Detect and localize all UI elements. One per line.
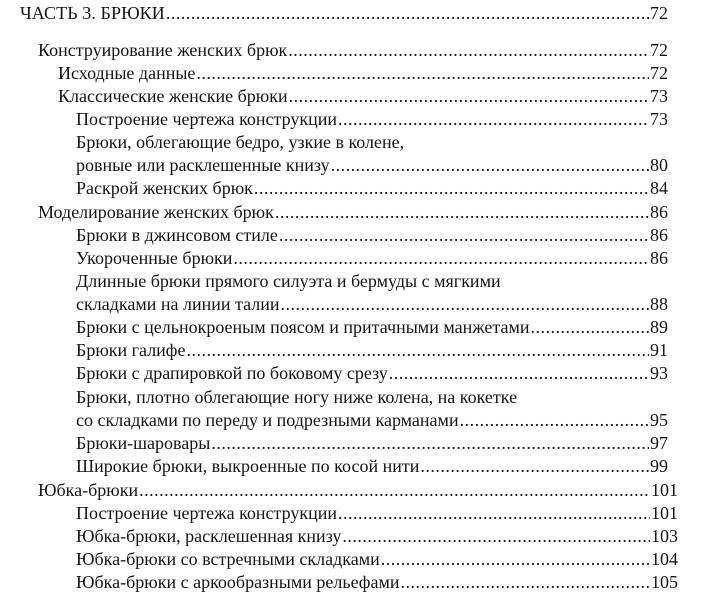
toc-part-title xyxy=(0,2,722,25)
dot-leader xyxy=(531,316,649,339)
toc-label: Юбка-брюки со встречными складками xyxy=(76,549,380,569)
toc-label: Юбка-брюки xyxy=(38,480,139,500)
toc-page-number: 86 xyxy=(650,225,668,245)
toc-entry xyxy=(0,502,722,525)
toc-page-number: 86 xyxy=(650,202,668,222)
toc-entry xyxy=(0,154,722,177)
dot-leader xyxy=(288,39,649,62)
toc-label: Конструирование женских брюк xyxy=(38,40,288,60)
toc-page-number: 72 xyxy=(650,40,668,60)
dot-leader xyxy=(280,293,649,316)
toc-page-number: 99 xyxy=(650,456,668,476)
toc-entry xyxy=(0,409,722,432)
dot-leader xyxy=(275,201,649,224)
toc-page-number: 104 xyxy=(651,549,678,569)
toc-entry xyxy=(0,455,722,478)
toc-label: Брюки с драпировкой по боковому срезу xyxy=(76,363,388,383)
toc-label: Укороченные брюки xyxy=(76,248,233,268)
toc-page-number: 93 xyxy=(650,363,668,383)
toc-label: Брюки галифе xyxy=(76,340,186,360)
dot-leader xyxy=(342,525,650,548)
toc-label: Широкие брюки, выкроенные по косой нити xyxy=(76,456,420,476)
toc-page-number: 73 xyxy=(650,86,668,106)
toc-page-number: 97 xyxy=(650,433,668,453)
toc-entry xyxy=(0,316,722,339)
dot-leader xyxy=(139,479,650,502)
dot-leader xyxy=(166,2,649,25)
dot-leader xyxy=(279,224,649,247)
dot-leader xyxy=(196,62,649,85)
dot-leader xyxy=(389,362,649,385)
toc-label: Юбка-брюки, расклешенная книзу xyxy=(76,526,342,546)
toc-page-number: 72 xyxy=(650,3,668,23)
toc-label: со складками по переду и подрезными карманами xyxy=(76,410,459,430)
toc-entry xyxy=(0,548,722,571)
toc-entry xyxy=(0,39,722,62)
toc-entry xyxy=(0,224,722,247)
toc-entry xyxy=(0,339,722,362)
toc-label: Классические женские брюки xyxy=(58,86,288,106)
dot-leader xyxy=(186,339,649,362)
toc-entry xyxy=(0,85,722,108)
toc-label: Юбка-брюки с аркообразными рельефами xyxy=(76,572,400,592)
toc-label-line1: Длинные брюки прямого силуэта и бермуды с мягкими xyxy=(76,271,501,291)
toc-entry xyxy=(0,362,722,385)
toc-label: Брюки с цельнокроеным поясом и притачными манжетами xyxy=(76,317,530,337)
dot-leader xyxy=(211,432,649,455)
toc-entry xyxy=(0,525,722,548)
toc-label: Исходные данные xyxy=(58,63,196,83)
toc-label: складками на линии талии xyxy=(76,294,280,314)
toc-page-number: 72 xyxy=(650,63,668,83)
toc-label: Раскрой женских брюк xyxy=(76,178,253,198)
toc-label: Построение чертежа конструкции xyxy=(76,503,338,523)
toc-page-number: 101 xyxy=(651,480,678,500)
toc-label-line1: Брюки, облегающие бедро, узкие в колене, xyxy=(76,132,405,152)
toc-entry-continuation xyxy=(0,386,722,409)
toc-label: ровные или расклешенные книзу xyxy=(76,155,330,175)
toc-page-number: 80 xyxy=(650,155,668,175)
toc-label: Брюки-шаровары xyxy=(76,433,211,453)
toc-entry xyxy=(0,201,722,224)
toc-page-number: 101 xyxy=(651,503,678,523)
toc-page-number: 84 xyxy=(650,178,668,198)
toc-page-number: 91 xyxy=(650,340,668,360)
toc-label: ЧАСТЬ 3. БРЮКИ xyxy=(20,3,165,23)
toc-page-number: 86 xyxy=(650,248,668,268)
dot-leader xyxy=(420,455,649,478)
dot-leader xyxy=(400,571,650,594)
dot-leader xyxy=(233,247,649,270)
dot-leader xyxy=(381,548,650,571)
toc-entry xyxy=(0,571,722,594)
dot-leader xyxy=(331,154,649,177)
toc-page-number: 88 xyxy=(650,294,668,314)
toc-entry-continuation xyxy=(0,131,722,154)
toc-page-number: 89 xyxy=(650,317,668,337)
toc-entry xyxy=(0,247,722,270)
dot-leader xyxy=(254,177,649,200)
toc-label: Моделирование женских брюк xyxy=(38,202,274,222)
toc-page-number: 95 xyxy=(650,410,668,430)
toc-label-line1: Брюки, плотно облегающие ногу ниже колена, на кокетке xyxy=(76,387,518,407)
toc-page-number: 103 xyxy=(651,526,678,546)
toc-label: Построение чертежа конструкции xyxy=(76,109,338,129)
dot-leader xyxy=(338,502,650,525)
toc-entry xyxy=(0,108,722,131)
toc-entry xyxy=(0,479,722,502)
toc-entry-continuation xyxy=(0,270,722,293)
dot-leader xyxy=(338,108,649,131)
dot-leader xyxy=(460,409,649,432)
toc-label: Брюки в джинсовом стиле xyxy=(76,225,278,245)
toc-entry xyxy=(0,62,722,85)
toc-entry xyxy=(0,432,722,455)
toc-page-number: 73 xyxy=(650,109,668,129)
toc-page-number: 105 xyxy=(651,572,678,592)
toc-entry xyxy=(0,177,722,200)
dot-leader xyxy=(289,85,649,108)
toc-entry xyxy=(0,293,722,316)
